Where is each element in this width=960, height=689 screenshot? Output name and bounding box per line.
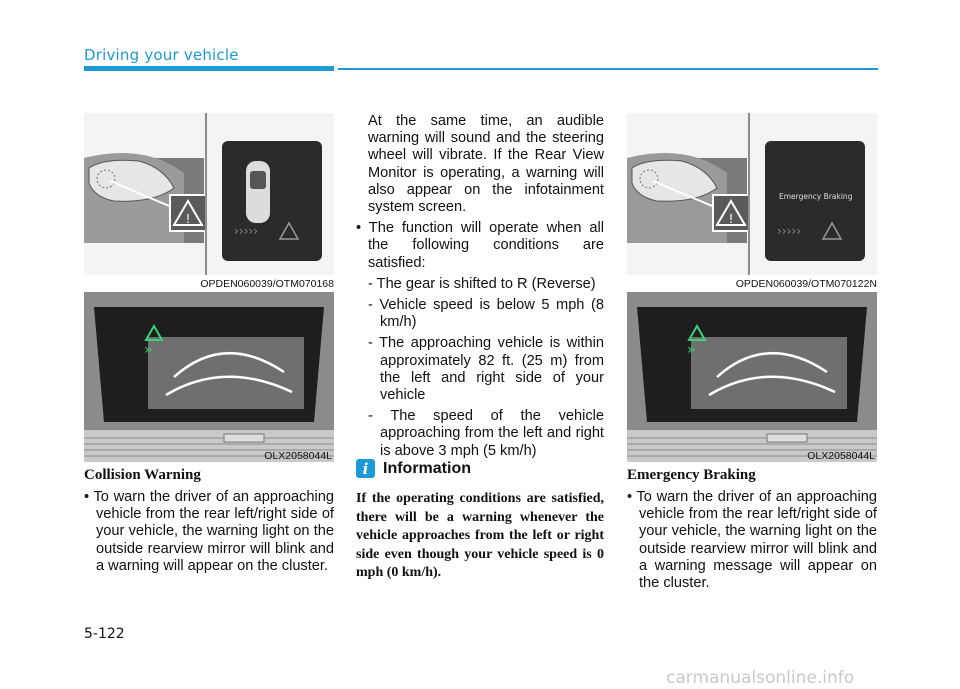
information-text: If the operating conditions are satisfied, there will be a warning whenever the vehicle approaches from the left or right side even though your vehicle speed is 0 mph (0 km/h). <box>356 491 604 581</box>
paragraph: At the same time, an audible warning will sound and the steering wheel will vibrate. If the Rear View Monitor is operating, a warning will also appear on the infotainment system screen. <box>368 113 604 216</box>
header-rule-thick <box>84 66 334 71</box>
collision-warning-text <box>84 489 334 575</box>
page-number: 5-122 <box>84 626 125 642</box>
figure-caption: OLX2058044L <box>807 450 875 462</box>
list-item: - The speed of the vehicle approaching from the left and right is above 3 mph (5 km/h) <box>368 408 604 459</box>
list-item: - Vehicle speed is below 5 mph (8 km/h) <box>368 297 604 331</box>
info-icon: i <box>356 459 375 478</box>
list-item: - The approaching vehicle is within approximately 82 ft. (25 m) from the left and right side of your vehicle <box>368 335 604 404</box>
figure-caption: OLX2058044L <box>264 450 332 462</box>
figure-caption: OPDEN060039/OTM070168 <box>200 278 334 290</box>
conditions-text <box>356 113 604 460</box>
heading-collision-warning: Collision Warning <box>84 467 201 483</box>
figure-caption: OPDEN060039/OTM070122N <box>735 278 877 290</box>
emergency-braking-text <box>627 489 877 592</box>
watermark-text: carmanualsonline.info <box>666 668 855 688</box>
header-rule-thin <box>338 68 878 70</box>
svg-text:!: ! <box>728 212 734 226</box>
figure-infotainment-braking <box>627 292 877 462</box>
svg-text:»: » <box>687 342 696 358</box>
list-item: • The function will operate when all the following conditions are satisfied: <box>356 220 604 271</box>
information-title: Information <box>383 459 471 477</box>
section-title: Driving your vehicle <box>84 46 239 64</box>
svg-text:›››››: ››››› <box>234 224 258 238</box>
figure-infotainment-warning <box>84 292 334 462</box>
list-item: • To warn the driver of an approaching vehicle from the rear left/right side of your vehicle, the warning light on the outside rearview mirror will blink and a warning message will appear on the cluster. <box>627 489 877 592</box>
svg-text:»: » <box>144 342 153 358</box>
cluster-message: Emergency Braking <box>779 192 853 201</box>
list-item: - The gear is shifted to R (Reverse) <box>368 275 596 292</box>
figure-mirror-cluster-warning <box>84 113 334 275</box>
svg-text:!: ! <box>185 212 191 226</box>
svg-text:›››››: ››››› <box>777 224 801 238</box>
information-header <box>356 459 471 478</box>
figure-mirror-cluster-braking <box>627 113 877 275</box>
list-item: • To warn the driver of an approaching vehicle from the rear left/right side of your vehicle, the warning light on the outside rearview mirror will blink and a warning will appear on the cluster. <box>84 489 334 574</box>
heading-emergency-braking: Emergency Braking <box>627 467 756 483</box>
